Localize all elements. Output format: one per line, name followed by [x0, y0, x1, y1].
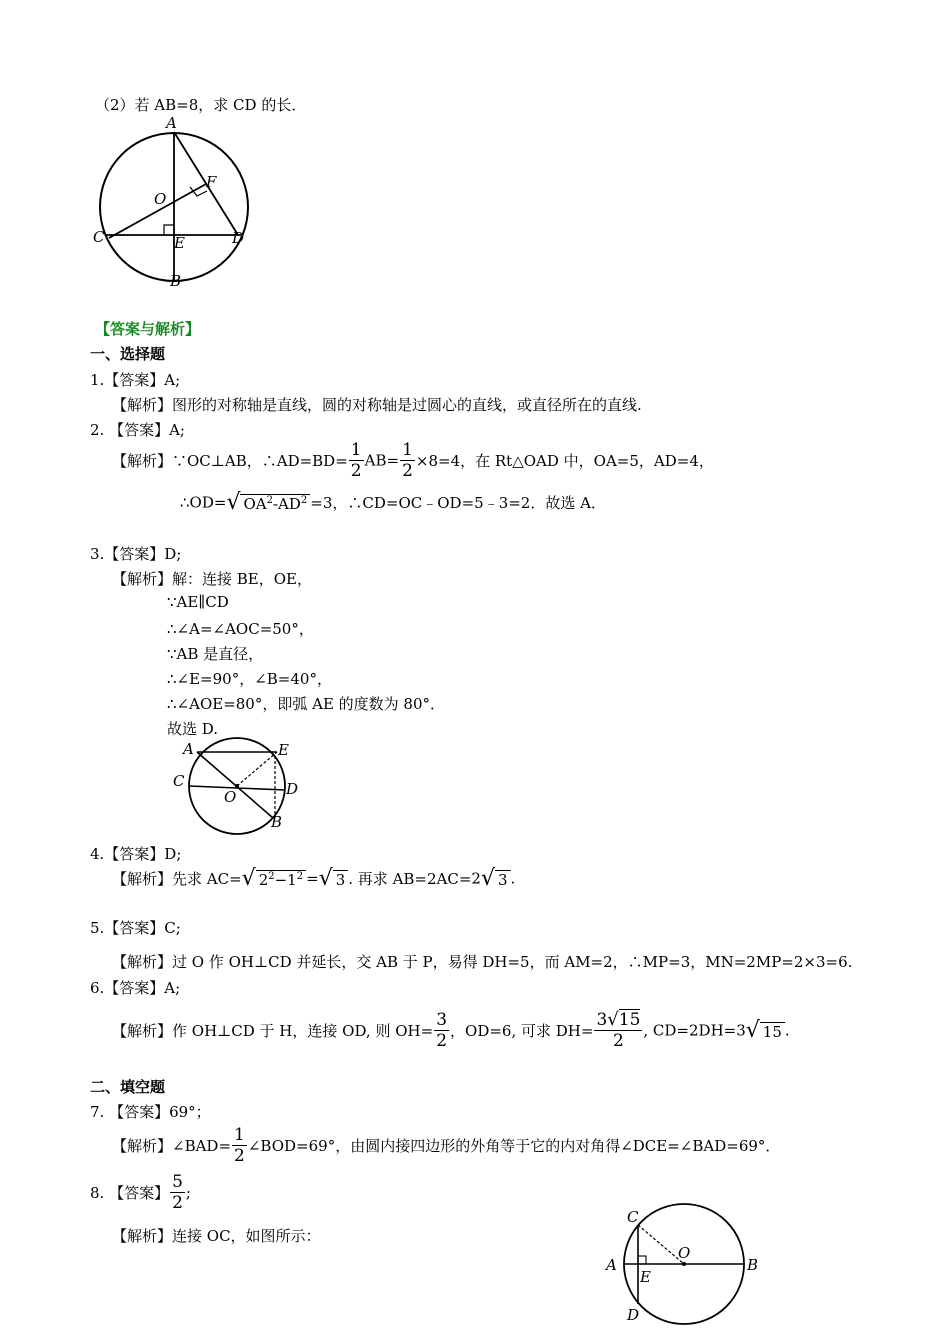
label-O: O — [678, 1244, 691, 1262]
q1-answer: 1.【答案】A; — [90, 371, 181, 389]
label-F: F — [206, 173, 217, 191]
q7-explanation: 【解析】∠BAD= $\frac{1}{2}$ ∠BOD=69°，由圆内接四边形的外角等于它的内对角得∠DCE=∠BAD=69°． — [112, 1125, 781, 1166]
q6-answer: 6.【答案】A; — [90, 979, 181, 997]
q1-explanation: 【解析】图形的对称轴是直线，圆的对称轴是过圆心的直线，或直径所在的直线. — [112, 396, 642, 414]
label-C: C — [93, 228, 105, 246]
q3-step: ∴∠E=90°，∠B=40°， — [167, 670, 332, 688]
q7-answer: 7. 【答案】69°； — [90, 1103, 211, 1121]
q3-step: ∴∠A=∠AOC=50°， — [167, 620, 314, 638]
figure-circle-3 — [165, 736, 315, 841]
label-D: D — [232, 229, 245, 247]
answer-header: 【答案与解析】 — [95, 320, 201, 338]
label-A: A — [166, 114, 177, 132]
q3-step: ∴∠AOE=80°，即弧 AE 的度数为 80°． — [167, 695, 446, 713]
section-choice: 一、选择题 — [90, 345, 166, 363]
q4-answer: 4.【答案】D; — [90, 845, 182, 863]
q3-answer: 3.【答案】D; — [90, 545, 182, 563]
label-C: C — [627, 1208, 639, 1226]
label-A: A — [606, 1256, 617, 1274]
q3-explanation: 【解析】解：连接 BE，OE， — [112, 570, 312, 588]
figure-circle-1 — [90, 112, 255, 292]
label-O: O — [154, 190, 167, 208]
q2-explanation-line1: 【解析】∵OC⊥AB，∴AD=BD= $\frac{1}{2}$ AB= $\frac{1}{2}$ ×8=4，在 Rt△OAD 中，OA=5，AD=4， — [112, 440, 714, 481]
label-E: E — [640, 1268, 651, 1286]
q5-explanation: 【解析】过 O 作 OH⊥CD 并延长，交 AB 于 P，易得 DH=5，而 AM=2，∴MP=3，MN=2MP=2×3=6. — [112, 953, 853, 971]
q6-explanation: 【解析】作 OH⊥CD 于 H，连接 OD, 则 OH= $\frac{3}{2}$ ，OD=6, 可求 DH= $\frac{3√15}{2}$ , CD=2DH=3√ 15 . — [112, 1009, 790, 1051]
q4-explanation: 【解析】先求 AC=√ $2^2-1^2$ =√ 3 . 再求 AB=2AC=2√ 3 . — [112, 866, 516, 891]
section-fill: 二、填空题 — [90, 1078, 166, 1096]
q2-explanation-line2: ∴OD=√ $OA^2-AD^2 =3$，∴CD=OC﹣OD=5﹣3=2．故选 A． — [180, 490, 606, 515]
q5-answer: 5.【答案】C; — [90, 919, 181, 937]
label-E: E — [174, 234, 185, 252]
label-O: O — [224, 788, 237, 806]
q8-explanation: 【解析】连接 OC，如图所示： — [112, 1227, 321, 1245]
label-C: C — [173, 772, 185, 790]
label-B: B — [747, 1256, 759, 1274]
q2-answer: 2. 【答案】A; — [90, 421, 185, 439]
label-B: B — [170, 272, 182, 290]
q3-step: ∵AE∥CD — [167, 593, 229, 611]
label-D: D — [627, 1306, 640, 1324]
label-B: B — [271, 813, 283, 831]
label-E: E — [278, 741, 289, 759]
q3-step: 故选 D. — [167, 720, 219, 738]
label-A: A — [183, 740, 194, 758]
figure-circle-8 — [600, 1200, 770, 1344]
q3-step: ∵AB 是直径， — [167, 645, 264, 663]
question-text: （2）若 AB=8，求 CD 的长． — [95, 96, 307, 114]
q8-answer: 8. 【答案】 $\frac{5}{2}$ ; — [90, 1172, 191, 1213]
label-D: D — [286, 780, 299, 798]
